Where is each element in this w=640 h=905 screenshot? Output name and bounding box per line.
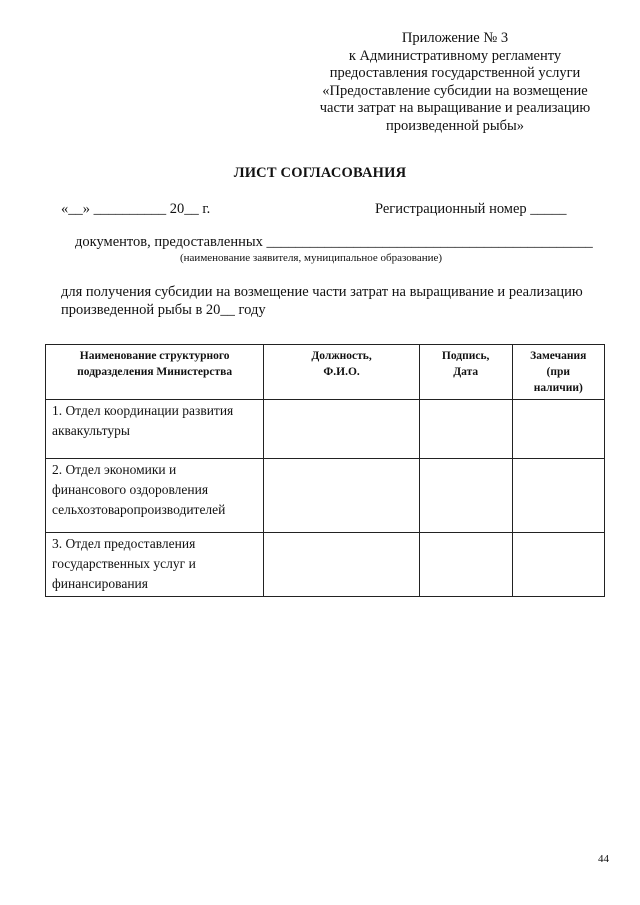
registration-number-field: Регистрационный номер _____ bbox=[375, 201, 567, 217]
appendix-line: «Предоставление субсидии на возмещение bbox=[322, 82, 588, 99]
remarks-cell[interactable] bbox=[512, 400, 605, 459]
appendix-header bbox=[300, 30, 610, 135]
header-position-name: Должность, Ф.И.О. bbox=[264, 345, 420, 400]
purpose-line: произведенной рыбы в 20__ году bbox=[61, 302, 266, 318]
appendix-line: части затрат на выращивание и реализацию bbox=[319, 100, 591, 116]
position-cell[interactable] bbox=[264, 400, 420, 459]
signature-cell[interactable] bbox=[419, 400, 512, 459]
table-row bbox=[46, 533, 605, 597]
table-header-row bbox=[46, 345, 605, 400]
header-department: Наименование структурного подразделения Министерства bbox=[46, 345, 264, 400]
department-cell: 1. Отдел координации развития аквакультуры bbox=[46, 400, 264, 459]
header-remarks: Замечания (при наличии) bbox=[512, 345, 605, 400]
position-cell[interactable] bbox=[264, 533, 420, 597]
purpose-line: для получения субсидии на возмещение части затрат на выращивание и реализацию bbox=[61, 284, 583, 300]
appendix-line: к Административному регламенту bbox=[348, 47, 562, 64]
appendix-line: Приложение № 3 bbox=[401, 30, 509, 46]
approval-table bbox=[45, 344, 605, 597]
remarks-cell[interactable] bbox=[512, 533, 605, 597]
table-row bbox=[46, 400, 605, 459]
page-number: 44 bbox=[598, 853, 609, 865]
table-row bbox=[46, 459, 605, 533]
appendix-line: предоставления государственной услуги bbox=[329, 65, 581, 81]
documents-field-hint: (наименование заявителя, муниципальное образование) bbox=[180, 252, 443, 264]
signature-cell[interactable] bbox=[419, 459, 512, 533]
remarks-cell[interactable] bbox=[512, 459, 605, 533]
header-signature-date: Подпись, Дата bbox=[419, 345, 512, 400]
date-field: «__» __________ 20__ г. bbox=[61, 201, 211, 217]
documents-submitted-field: документов, предоставленных _____________________________________________ bbox=[75, 234, 593, 250]
signature-cell[interactable] bbox=[419, 533, 512, 597]
document-title: ЛИСТ СОГЛАСОВАНИЯ bbox=[233, 165, 407, 181]
department-cell: 2. Отдел экономики и финансового оздоровления сельхозтоваропроизводителей bbox=[46, 459, 264, 533]
department-cell: 3. Отдел предоставления государственных услуг и финансирования bbox=[46, 533, 264, 597]
appendix-line: произведенной рыбы» bbox=[385, 117, 525, 134]
purpose-statement bbox=[61, 283, 613, 319]
position-cell[interactable] bbox=[264, 459, 420, 533]
